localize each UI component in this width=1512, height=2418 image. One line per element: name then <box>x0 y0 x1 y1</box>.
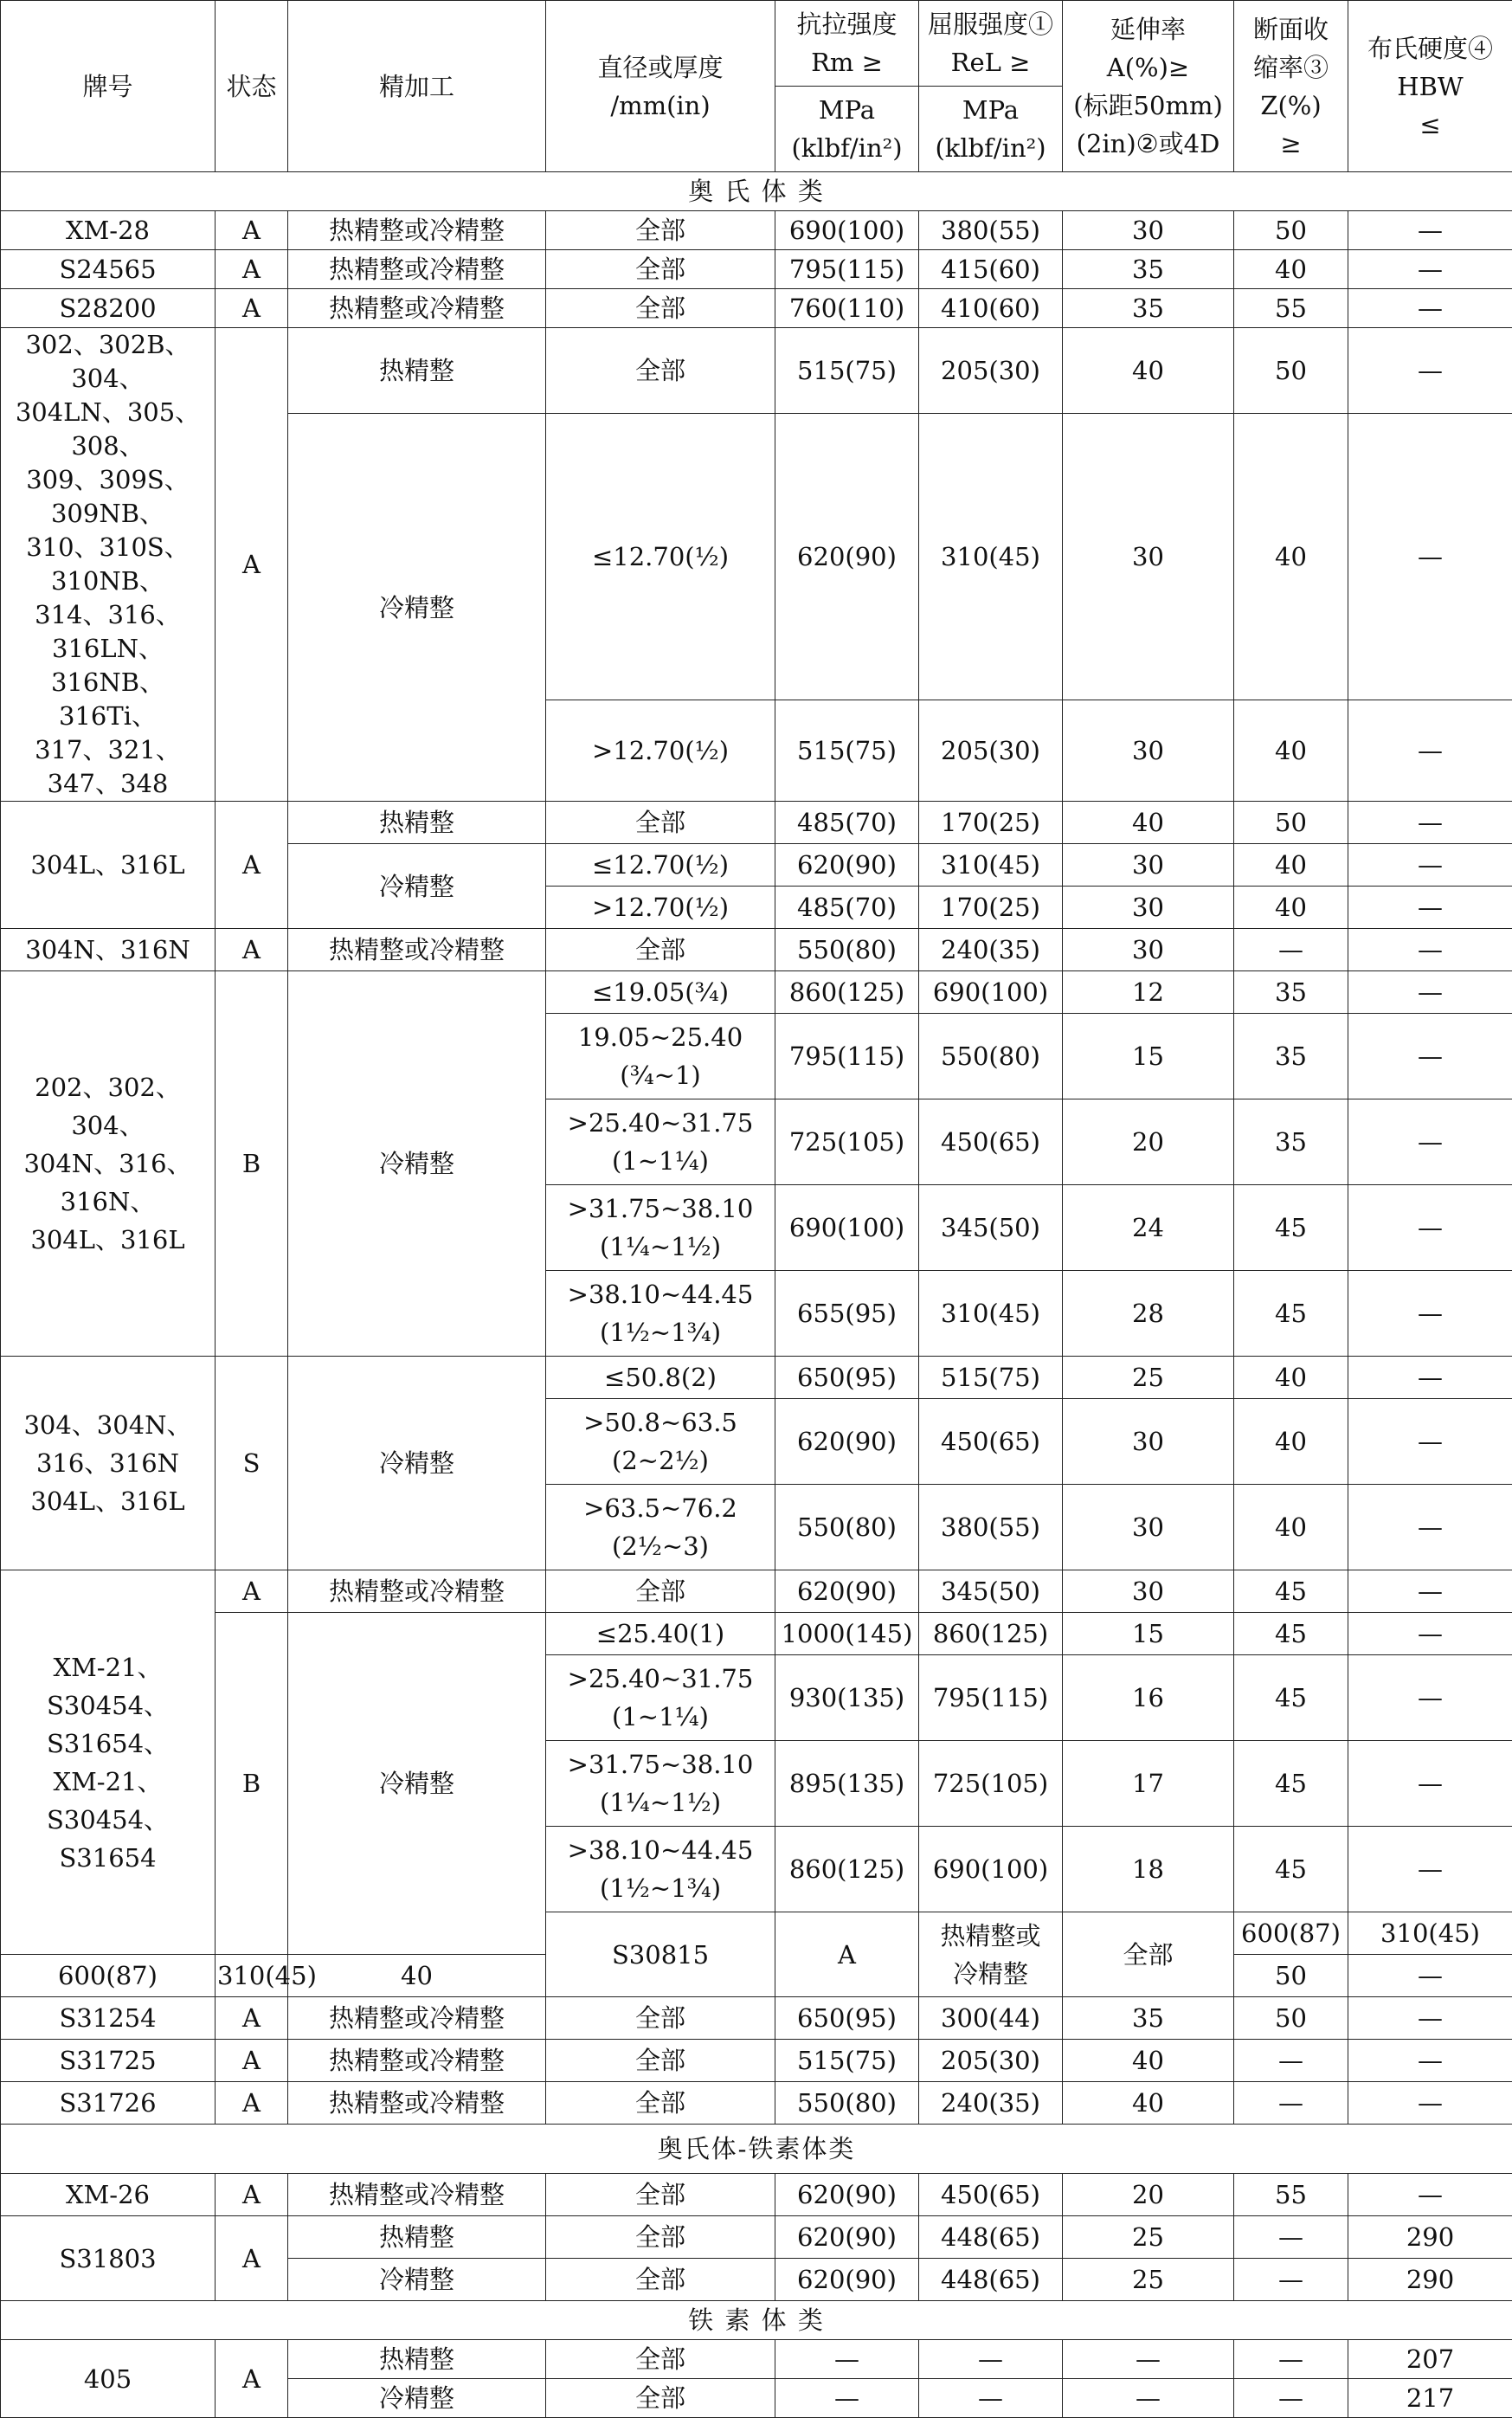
cell: — <box>1234 2340 1348 2379</box>
cell: — <box>1348 2174 1512 2216</box>
cell: 304、304N、 316、316N 304L、316L <box>1 1357 216 1570</box>
cell: 45 <box>1234 1570 1348 1613</box>
cell: 620(90) <box>775 2216 919 2259</box>
cell: 310(45) <box>919 844 1063 887</box>
table-row <box>1 1997 1512 2040</box>
cell: 全部 <box>546 2216 775 2259</box>
cell: >50.8~63.5 (2~2½) <box>546 1399 775 1485</box>
cell: — <box>1348 929 1512 971</box>
cell: 620(90) <box>775 1570 919 1613</box>
cell: 30 <box>1063 211 1234 250</box>
cell: S31725 <box>1 2040 216 2082</box>
cell: 170(25) <box>919 887 1063 929</box>
cell: XM-28 <box>1 211 216 250</box>
cell: 25 <box>1063 1357 1234 1399</box>
cell: 515(75) <box>775 328 919 414</box>
cell: 全部 <box>546 289 775 328</box>
cell: 760(110) <box>775 289 919 328</box>
cell: 全部 <box>546 2379 775 2418</box>
cell: 240(35) <box>919 929 1063 971</box>
cell: 860(125) <box>919 1613 1063 1655</box>
cell: 40 <box>1063 2040 1234 2082</box>
table-row <box>1 2082 1512 2125</box>
cell: 25 <box>1063 2216 1234 2259</box>
table-row <box>1 1613 1512 1655</box>
cell: 620(90) <box>775 1399 919 1485</box>
cell: A <box>216 2340 288 2418</box>
cell: 15 <box>1063 1014 1234 1099</box>
cell: 24 <box>1063 1185 1234 1271</box>
cell: B <box>216 971 288 1357</box>
cell: 690(100) <box>919 971 1063 1014</box>
cell: 310(45) <box>216 1955 288 1997</box>
cell: 热精整或 冷精整 <box>919 1912 1063 1997</box>
col-tensile: 抗拉强度 Rm ≥ <box>775 1 919 87</box>
cell: 485(70) <box>775 802 919 844</box>
cell: A <box>216 328 288 802</box>
cell: 热精整 <box>288 328 546 414</box>
cell: 25 <box>1063 2259 1234 2301</box>
cell: — <box>775 2379 919 2418</box>
cell: 热精整或冷精整 <box>288 211 546 250</box>
cell: — <box>1348 1099 1512 1185</box>
cell: S24565 <box>1 250 216 289</box>
cell: 45 <box>1234 1185 1348 1271</box>
cell: — <box>1348 1014 1512 1099</box>
cell: 40 <box>1234 250 1348 289</box>
cell: 620(90) <box>775 2174 919 2216</box>
cell: A <box>216 2216 288 2301</box>
cell: 热精整或冷精整 <box>288 289 546 328</box>
cell: — <box>1348 1185 1512 1271</box>
cell: 448(65) <box>919 2216 1063 2259</box>
table-row <box>1 1357 1512 1399</box>
cell: 40 <box>1063 328 1234 414</box>
cell: A <box>216 211 288 250</box>
cell: 12 <box>1063 971 1234 1014</box>
cell: 655(95) <box>775 1271 919 1357</box>
cell: 全部 <box>546 328 775 414</box>
cell: 300(44) <box>919 1997 1063 2040</box>
cell: 冷精整 <box>288 414 546 802</box>
cell: >63.5~76.2 (2½~3) <box>546 1485 775 1570</box>
cell: >25.40~31.75 (1~1¼) <box>546 1099 775 1185</box>
cell: — <box>1234 2379 1348 2418</box>
cell: 35 <box>1063 250 1234 289</box>
col-elongation: 延伸率 A(%)≥ (标距50mm) (2in)②或4D <box>1063 1 1234 172</box>
cell: 30 <box>1063 929 1234 971</box>
cell: 30 <box>1063 700 1234 802</box>
cell: 热精整或冷精整 <box>288 250 546 289</box>
cell: — <box>1348 887 1512 929</box>
cell: 冷精整 <box>288 2379 546 2418</box>
cell: — <box>1348 1271 1512 1357</box>
cell: 380(55) <box>919 211 1063 250</box>
cell: A <box>216 2040 288 2082</box>
cell: 600(87) <box>1 1955 216 1997</box>
cell: 全部 <box>1063 1912 1234 1997</box>
unit-yield: MPa (klbf/in²) <box>919 87 1063 172</box>
cell: 550(80) <box>775 929 919 971</box>
cell: 18 <box>1063 1827 1234 1912</box>
cell: 450(65) <box>919 1399 1063 1485</box>
cell: ≤50.8(2) <box>546 1357 775 1399</box>
cell: 热精整或冷精整 <box>288 2040 546 2082</box>
cell: 515(75) <box>775 700 919 802</box>
cell: 16 <box>1063 1655 1234 1741</box>
cell: — <box>1348 328 1512 414</box>
cell: 55 <box>1234 2174 1348 2216</box>
cell: ≤19.05(¾) <box>546 971 775 1014</box>
cell: 450(65) <box>919 1099 1063 1185</box>
cell: 725(105) <box>919 1741 1063 1827</box>
cell: 55 <box>1234 289 1348 328</box>
cell: 热精整或冷精整 <box>288 2174 546 2216</box>
cell: 304L、316L <box>1 802 216 929</box>
table-row <box>1 2174 1512 2216</box>
cell: B <box>216 1613 288 1955</box>
cell: 515(75) <box>919 1357 1063 1399</box>
cell: 860(125) <box>775 1827 919 1912</box>
cell: >31.75~38.10 (1¼~1½) <box>546 1185 775 1271</box>
cell: 35 <box>1234 1099 1348 1185</box>
cell: 50 <box>1234 802 1348 844</box>
cell: A <box>216 1570 288 1613</box>
cell: — <box>1234 929 1348 971</box>
cell: — <box>775 2340 919 2379</box>
table-row <box>1 1570 1512 1613</box>
cell: 40 <box>1234 887 1348 929</box>
cell: 40 <box>1234 1485 1348 1570</box>
table-row <box>1 211 1512 250</box>
cell: — <box>1348 2040 1512 2082</box>
cell: 202、302、304、 304N、316、316N、 304L、316L <box>1 971 216 1357</box>
cell: 50 <box>1234 211 1348 250</box>
cell: 冷精整 <box>288 971 546 1357</box>
cell: 290 <box>1348 2259 1512 2301</box>
cell: S <box>216 1357 288 1570</box>
cell: A <box>775 1912 919 1997</box>
cell: 795(115) <box>919 1655 1063 1741</box>
cell: 485(70) <box>775 887 919 929</box>
cell: 290 <box>1348 2216 1512 2259</box>
cell: — <box>1348 1955 1512 1997</box>
cell: 415(60) <box>919 250 1063 289</box>
cell: 50 <box>1234 1955 1348 1997</box>
cell: 30 <box>1063 414 1234 700</box>
cell: 795(115) <box>775 250 919 289</box>
cell: A <box>216 289 288 328</box>
cell: A <box>216 2174 288 2216</box>
cell: — <box>1234 2082 1348 2125</box>
cell: 35 <box>1234 971 1348 1014</box>
cell: >31.75~38.10 (1¼~1½) <box>546 1741 775 1827</box>
cell: 550(80) <box>919 1014 1063 1099</box>
cell: 405 <box>1 2340 216 2418</box>
cell: — <box>1348 700 1512 802</box>
cell: 50 <box>1234 328 1348 414</box>
cell: 热精整或冷精整 <box>288 929 546 971</box>
cell: 205(30) <box>919 2040 1063 2082</box>
col-hardness: 布氏硬度④ HBW ≤ <box>1348 1 1512 172</box>
cell: — <box>1348 250 1512 289</box>
cell: 热精整或冷精整 <box>288 1997 546 2040</box>
cell: 725(105) <box>775 1099 919 1185</box>
cell: — <box>1348 802 1512 844</box>
cell: 302、302B、304、 304LN、305、308、 309、309S、309NB、 310、310S、310NB、 314、316、316LN、 316NB、316Ti、 317、321、347、348 <box>1 328 216 802</box>
cell: 345(50) <box>919 1185 1063 1271</box>
cell: 620(90) <box>775 2259 919 2301</box>
cell: 全部 <box>546 802 775 844</box>
cell: 45 <box>1234 1655 1348 1741</box>
cell: 45 <box>1234 1613 1348 1655</box>
cell: >12.70(½) <box>546 887 775 929</box>
cell: ≤12.70(½) <box>546 414 775 700</box>
cell: 全部 <box>546 929 775 971</box>
cell: 全部 <box>546 2082 775 2125</box>
cell: — <box>1348 211 1512 250</box>
table-row <box>1 2340 1512 2379</box>
table-row <box>1 2040 1512 2082</box>
cell: 30 <box>1063 844 1234 887</box>
cell: 热精整 <box>288 802 546 844</box>
cell: — <box>1348 1485 1512 1570</box>
cell: 19.05~25.40 (¾~1) <box>546 1014 775 1099</box>
cell: S30815 <box>546 1912 775 1997</box>
cell: 345(50) <box>919 1570 1063 1613</box>
cell: 40 <box>1234 1399 1348 1485</box>
cell: S31803 <box>1 2216 216 2301</box>
cell: 全部 <box>546 2040 775 2082</box>
cell: 45 <box>1234 1271 1348 1357</box>
cell: — <box>1234 2216 1348 2259</box>
table-row <box>1 289 1512 328</box>
cell: 550(80) <box>775 2082 919 2125</box>
cell: 全部 <box>546 211 775 250</box>
cell: >25.40~31.75 (1~1¼) <box>546 1655 775 1741</box>
cell: 217 <box>1348 2379 1512 2418</box>
cell: >38.10~44.45 (1½~1¾) <box>546 1827 775 1912</box>
cell: 650(95) <box>775 1997 919 2040</box>
table-row <box>1 971 1512 1014</box>
cell: — <box>1348 2082 1512 2125</box>
cell: — <box>1234 2259 1348 2301</box>
cell: 515(75) <box>775 2040 919 2082</box>
cell: 30 <box>1063 1485 1234 1570</box>
cell: — <box>1348 844 1512 887</box>
cell: 20 <box>1063 1099 1234 1185</box>
col-condition: 状态 <box>216 1 288 172</box>
cell: — <box>1348 1741 1512 1827</box>
cell: 410(60) <box>919 289 1063 328</box>
cell: 35 <box>1063 1997 1234 2040</box>
cell: — <box>1063 2379 1234 2418</box>
cell: 40 <box>288 1955 546 1997</box>
cell: 45 <box>1234 1827 1348 1912</box>
cell: 冷精整 <box>288 1613 546 1955</box>
cell: 30 <box>1063 887 1234 929</box>
cell: 28 <box>1063 1271 1234 1357</box>
cell: XM-21、S30454、 S31654、 XM-21、S30454、 S31654 <box>1 1570 216 1955</box>
cell: — <box>1348 971 1512 1014</box>
cell: 全部 <box>546 2174 775 2216</box>
cell: 860(125) <box>775 971 919 1014</box>
col-size: 直径或厚度 /mm(in) <box>546 1 775 172</box>
cell: 650(95) <box>775 1357 919 1399</box>
cell: 1000(145) <box>775 1613 919 1655</box>
cell: 690(100) <box>775 1185 919 1271</box>
cell: 15 <box>1063 1613 1234 1655</box>
cell: 40 <box>1063 2082 1234 2125</box>
cell: A <box>216 250 288 289</box>
col-yield: 屈服强度① ReL ≥ <box>919 1 1063 87</box>
table-row <box>1 2216 1512 2259</box>
cell: — <box>919 2379 1063 2418</box>
cell: 全部 <box>546 2340 775 2379</box>
cell: 全部 <box>546 2259 775 2301</box>
col-grade: 牌号 <box>1 1 216 172</box>
table-row <box>1 328 1512 414</box>
cell: 380(55) <box>919 1485 1063 1570</box>
cell: — <box>1348 414 1512 700</box>
cell: 冷精整 <box>288 844 546 929</box>
section-austenitic: 奥 氏 体 类 <box>1 172 1512 211</box>
cell: 冷精整 <box>288 1357 546 1570</box>
cell: 170(25) <box>919 802 1063 844</box>
cell: 35 <box>1234 1014 1348 1099</box>
cell: 207 <box>1348 2340 1512 2379</box>
cell: 20 <box>1063 2174 1234 2216</box>
cell: 240(35) <box>919 2082 1063 2125</box>
cell: 205(30) <box>919 328 1063 414</box>
cell: 40 <box>1234 844 1348 887</box>
cell: XM-26 <box>1 2174 216 2216</box>
cell: 50 <box>1234 1997 1348 2040</box>
cell: >38.10~44.45 (1½~1¾) <box>546 1271 775 1357</box>
cell: 895(135) <box>775 1741 919 1827</box>
cell: 40 <box>1063 802 1234 844</box>
cell: — <box>1348 1357 1512 1399</box>
cell: — <box>1348 1613 1512 1655</box>
section-ferritic: 铁 素 体 类 <box>1 2301 1512 2340</box>
cell: 35 <box>1063 289 1234 328</box>
table-row <box>1 802 1512 844</box>
cell: 热精整 <box>288 2340 546 2379</box>
cell: 450(65) <box>919 2174 1063 2216</box>
cell: 795(115) <box>775 1014 919 1099</box>
table-row <box>1 250 1512 289</box>
cell: 40 <box>1234 414 1348 700</box>
table-body <box>1 172 1512 2418</box>
cell: — <box>1348 1655 1512 1741</box>
cell: 40 <box>1234 700 1348 802</box>
cell: 310(45) <box>919 414 1063 700</box>
cell: 690(100) <box>919 1827 1063 1912</box>
cell: A <box>216 929 288 971</box>
cell: A <box>216 2082 288 2125</box>
table-header <box>1 1 1512 172</box>
cell: A <box>216 802 288 929</box>
cell: 全部 <box>546 1570 775 1613</box>
cell: 45 <box>1234 1741 1348 1827</box>
cell: ≤12.70(½) <box>546 844 775 887</box>
cell: 620(90) <box>775 844 919 887</box>
cell: ≤25.40(1) <box>546 1613 775 1655</box>
cell: 全部 <box>546 250 775 289</box>
cell: 310(45) <box>1348 1912 1512 1955</box>
cell: 30 <box>1063 1399 1234 1485</box>
cell: 40 <box>1234 1357 1348 1399</box>
cell: — <box>1348 1570 1512 1613</box>
cell: 600(87) <box>1234 1912 1348 1955</box>
cell: 448(65) <box>919 2259 1063 2301</box>
cell: — <box>1063 2340 1234 2379</box>
cell: 205(30) <box>919 700 1063 802</box>
cell: — <box>1348 1399 1512 1485</box>
cell: — <box>1348 289 1512 328</box>
cell: 17 <box>1063 1741 1234 1827</box>
col-finish: 精加工 <box>288 1 546 172</box>
cell: 550(80) <box>775 1485 919 1570</box>
cell: 30 <box>1063 1570 1234 1613</box>
cell: 全部 <box>546 1997 775 2040</box>
unit-tensile: MPa (klbf/in²) <box>775 87 919 172</box>
cell: 热精整或冷精整 <box>288 1570 546 1613</box>
cell: 310(45) <box>919 1271 1063 1357</box>
section-duplex: 奥氏体-铁素体类 <box>1 2125 1512 2174</box>
cell: 690(100) <box>775 211 919 250</box>
cell: — <box>1348 1827 1512 1912</box>
cell: A <box>216 1997 288 2040</box>
cell: — <box>919 2340 1063 2379</box>
cell: 304N、316N <box>1 929 216 971</box>
cell: — <box>1348 1997 1512 2040</box>
cell: — <box>1234 2040 1348 2082</box>
col-reduction: 断面收 缩率③ Z(%) ≥ <box>1234 1 1348 172</box>
table-row <box>1 929 1512 971</box>
cell: 热精整或冷精整 <box>288 2082 546 2125</box>
cell: S31726 <box>1 2082 216 2125</box>
cell: 冷精整 <box>288 2259 546 2301</box>
cell: S31254 <box>1 1997 216 2040</box>
cell: 热精整 <box>288 2216 546 2259</box>
cell: 620(90) <box>775 414 919 700</box>
cell: >12.70(½) <box>546 700 775 802</box>
cell: S28200 <box>1 289 216 328</box>
cell: 930(135) <box>775 1655 919 1741</box>
